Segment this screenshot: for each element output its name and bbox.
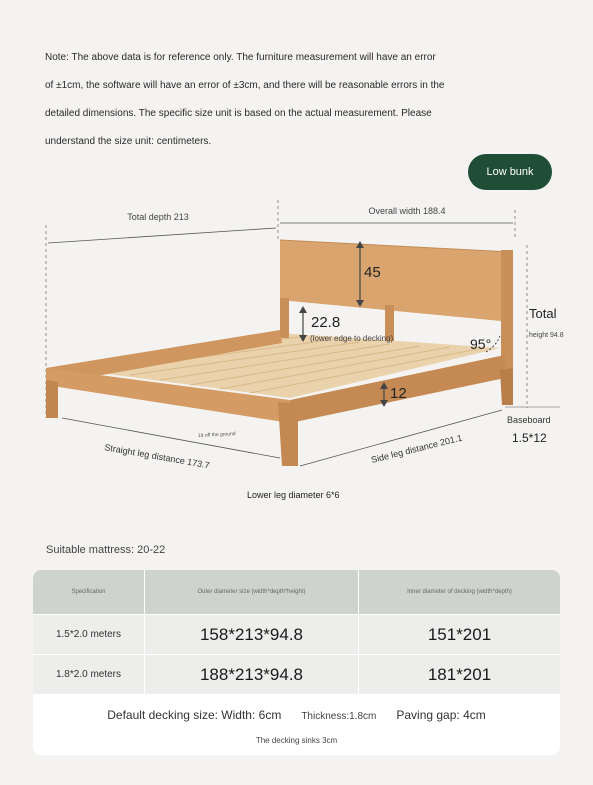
size-table — [33, 570, 560, 755]
leg-diameter-label: Lower leg diameter 6*6 — [247, 490, 340, 500]
row-outer-size: 158*213*94.8 — [145, 615, 359, 654]
header-specification: Specification — [33, 570, 145, 614]
straight-leg-line — [62, 418, 280, 458]
table-header — [33, 570, 560, 614]
total-depth-label: Total depth 213 — [127, 212, 189, 222]
straight-leg-label: Straight leg distance 173.7 — [103, 442, 211, 471]
total-height-label: Total — [529, 306, 557, 321]
header-inner-size: Inner diameter of decking (width*depth) — [407, 589, 512, 595]
note-line-3: detailed dimensions. The specific size unit is based on the actual measurement. Please — [45, 108, 432, 119]
headboard — [280, 240, 512, 322]
leg-front-left — [46, 380, 58, 418]
ground-clearance-note: 19 off the ground — [197, 431, 236, 439]
clearance-note: (lower edge to decking) — [310, 334, 394, 343]
total-height-value: height 94.8 — [529, 332, 564, 339]
paving-gap: Paving gap: 4cm — [396, 708, 486, 722]
clearance-value: 22.8 — [311, 314, 341, 331]
header-outer-size: Outer diameter size (width*depth*height) — [145, 570, 359, 614]
side-leg-label: Side leg distance 201.1 — [370, 432, 464, 465]
overall-width-label: Overall width 188.4 — [368, 206, 446, 216]
row-specification: 1.8*2.0 meters — [33, 655, 145, 694]
frame-height-value: 12 — [390, 385, 407, 402]
note-line-1: Note: The above data is for reference only. The furniture measurement will have an error — [45, 52, 436, 63]
table-row — [33, 614, 560, 654]
note-line-2: of ±1cm, the software will have an error of ±3cm, and there will be reasonable errors in the — [45, 80, 445, 91]
total-depth-line — [48, 228, 276, 243]
baseboard-label: Baseboard — [507, 415, 551, 425]
decking-thickness: Thickness:1.8cm — [301, 711, 377, 722]
decking-sink-note: The decking sinks 3cm — [255, 736, 338, 745]
table-row — [33, 654, 560, 694]
row-specification: 1.5*2.0 meters — [33, 615, 145, 654]
headboard-post-left — [280, 298, 289, 338]
bed-dimension-diagram — [0, 195, 593, 515]
headboard-angle: 95° — [470, 336, 492, 352]
row-inner-size: 151*201 — [427, 624, 492, 644]
row-inner-size: 181*201 — [427, 664, 492, 684]
decking-size: Default decking size: Width: 6cm — [107, 708, 282, 722]
leg-front-right — [278, 402, 298, 466]
row-outer-size: 188*213*94.8 — [145, 655, 359, 694]
low-bunk-button[interactable]: Low bunk — [468, 154, 552, 190]
headboard-height-value: 45 — [364, 264, 381, 281]
decking-info — [33, 694, 560, 755]
leg-back-right — [500, 368, 513, 405]
mattress-note: Suitable mattress: 20-22 — [46, 544, 166, 556]
note-line-4: understand the size unit: centimeters. — [45, 136, 212, 147]
baseboard-size: 1.5*12 — [512, 431, 547, 445]
